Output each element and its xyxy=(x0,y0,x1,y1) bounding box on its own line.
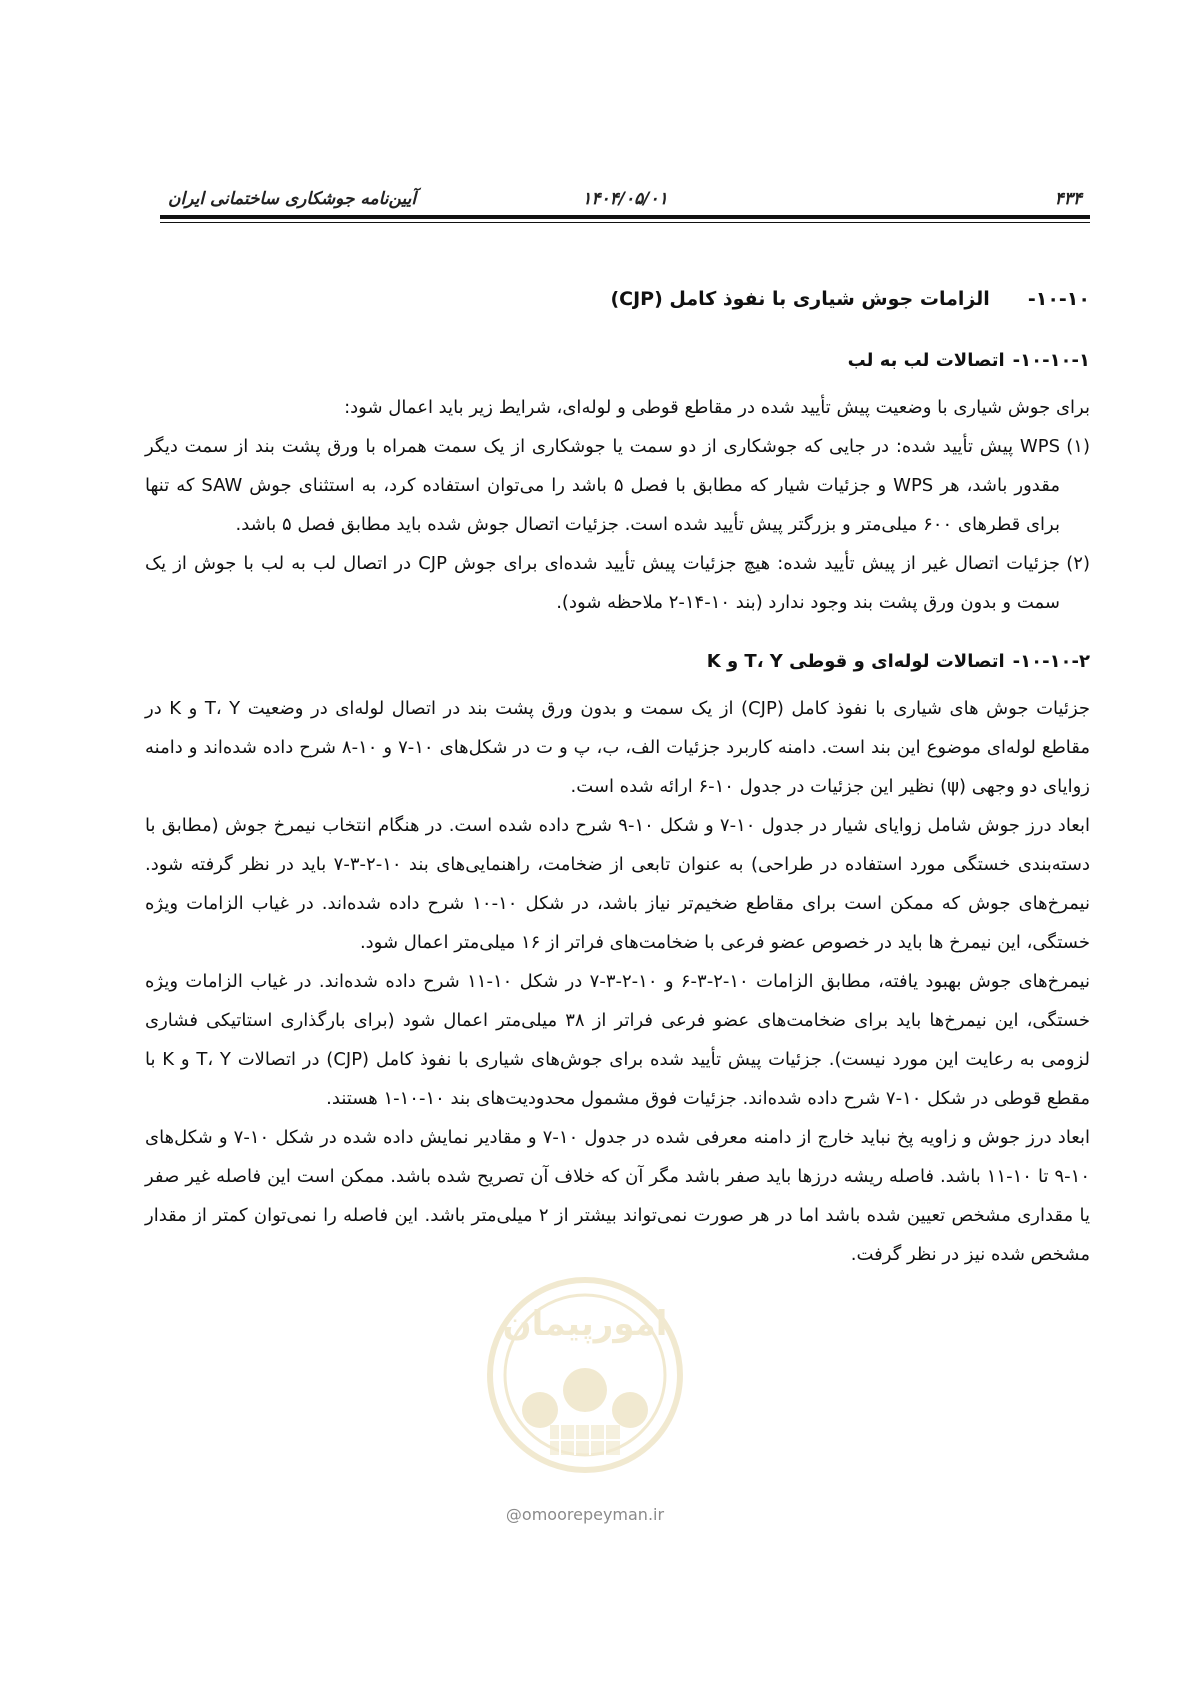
list-item xyxy=(145,427,1090,544)
subsection-title: اتصالات لب به لب xyxy=(847,350,1005,371)
page-number: ۴۳۴ xyxy=(1054,189,1082,209)
header-title: آیین‌نامه جوشکاری ساختمانی ایران xyxy=(168,189,417,209)
subsection-title: اتصالات لوله‌ای و قوطی T، Y و K xyxy=(706,651,1005,672)
list-text: جزئیات اتصال غیر از پیش تأیید شده: هیچ جزئیات پیش تأیید شده‌ای برای جوش CJP در اتصال لب به لب با جوش از یک سمت و بدون ورق پشت بند وجود ندارد (بند ۱۰-۱۴-۲ ملاحظه شود). xyxy=(145,553,1060,613)
subsection-number: ۱۰-۱۰-۲- xyxy=(1012,651,1090,672)
header-rule-thick xyxy=(160,215,1090,219)
paragraph: نیمرخ‌های جوش بهبود یافته، مطابق الزامات ۱۰-۲-۳-۶ و ۱۰-۲-۳-۷ در شکل ۱۰-۱۱ شرح داده شده‌اند. در غیاب الزامات ویژه خستگی، این نیمرخ‌ها باید برای ضخامت‌های عضو فرعی فراتر از ۳۸ میلی‌متر اعمال شود (برای بارگذاری استاتیکی فشاری لزومی به رعایت این مورد نیست). جزئیات پیش تأیید شده برای جوش‌های شیاری با نفوذ کامل (CJP) در اتصالات T، Y و K با مقطع قوطی در شکل ۱۰-۷ شرح داده شده‌اند. جزئیات فوق مشمول محدودیت‌های بند ۱۰-۱۰-۱ هستند. xyxy=(145,971,1091,1109)
watermark-logo-text: امورپیمان xyxy=(502,1304,668,1344)
subsection-number: ۱۰-۱۰-۱- xyxy=(1012,350,1090,371)
header-date: ۱۴۰۴/۰۵/۰۱ xyxy=(582,189,668,209)
subsection-heading-tubular-joints xyxy=(145,642,1090,681)
paragraph: برای جوش شیاری با وضعیت پیش تأیید شده در مقاطع قوطی و لوله‌ای، شرایط زیر باید اعمال شود: xyxy=(344,397,1090,418)
paragraph: ابعاد درز جوش شامل زوایای شیار در جدول ۱۰-۷ و شکل ۱۰-۹ شرح داده شده است. در هنگام انتخاب نیمرخ جوش (مطابق با دسته‌بندی خستگی مورد استفاده در طراحی) به عنوان تابعی از ضخامت، راهنمایی‌های بند ۱۰-۲-۳-۷ باید در نظر گرفته شود. نیمرخ‌های جوش که ممکن است برای مقاطع ضخیم‌تر نیاز باشد، در شکل ۱۰-۱۰ شرح داده شده‌اند. در غیاب الزامات ویژه خستگی، این نیمرخ ها باید در خصوص عضو فرعی با ضخامت‌های فراتر از ۱۶ میلی‌متر اعمال شود. xyxy=(145,815,1091,953)
header-rule-thin xyxy=(160,222,1090,223)
paragraph: جزئیات جوش های شیاری با نفوذ کامل (CJP) از یک سمت و بدون ورق پشت بند در اتصال لوله‌ای در وضعیت T، Y و K در مقاطع لوله‌ای موضوع این بند است. دامنه کاربرد جزئیات الف، ب، پ و ت در شکل‌های ۱۰-۷ و ۱۰-۸ شرح داده شده‌اند و دامنه زوایای دو وجهی (ψ) نظیر این جزئیات در جدول ۱۰-۶ ارائه شده است. xyxy=(145,698,1090,797)
watermark-caption: @omoorepeyman.ir xyxy=(505,1505,665,1524)
list-label: (۱) xyxy=(1066,436,1090,457)
running-header xyxy=(160,183,1090,215)
list-label: (۲) xyxy=(1066,553,1090,574)
section-number: ۱۰-۱۰- xyxy=(1027,288,1090,310)
paragraph: ابعاد درز جوش و زاویه پخ نباید خارج از دامنه معرفی شده در جدول ۱۰-۷ و مقادیر نمایش داده شده در شکل ۱۰-۷ و شکل‌های ۱۰-۹ تا ۱۰-۱۱ باشد. فاصله ریشه درزها باید صفر باشد مگر آن که خلاف آن تصریح شده باشد. ممکن است این فاصله غیر صفر یا مقداری مشخص تعیین شده باشد اما در هر صورت نمی‌تواند بیشتر از ۲ میلی‌متر باشد. این فاصله را نمی‌توان کمتر از مقدار مشخص شده نیز در نظر گرفت. xyxy=(145,1127,1091,1265)
document-body xyxy=(145,280,1090,1274)
list-text: WPS پیش تأیید شده: در جایی که جوشکاری از دو سمت یا جوشکاری از یک سمت همراه با ورق پشت بند از سمت دیگر مقدور باشد، هر WPS و جزئیات شیار که مطابق با فصل ۵ باشد را می‌توان استفاده کرد، به استثنای جوش SAW که تنها برای قطرهای ۶۰۰ میلی‌متر و بزرگتر پیش تأیید شده است. جزئیات اتصال جوش شده باید مطابق فصل ۵ باشد. xyxy=(145,436,1061,535)
list-item xyxy=(145,544,1090,622)
subsection-heading-butt-joints xyxy=(145,341,1090,380)
watermark-logo xyxy=(480,1250,690,1490)
section-title: الزامات جوش شیاری با نفوذ کامل (CJP) xyxy=(610,288,990,310)
section-heading-main xyxy=(145,280,1090,319)
